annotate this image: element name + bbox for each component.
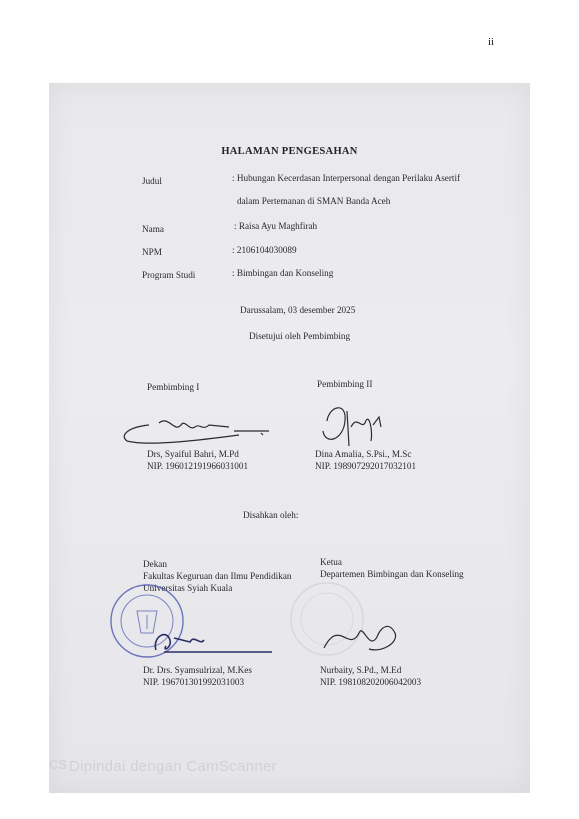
camscanner-watermark: Dipindai dengan CamScanner (69, 758, 277, 775)
nama-value: : Raisa Ayu Maghfirah (234, 221, 318, 231)
scanned-approval-page (49, 83, 530, 793)
page-title: HALAMAN PENGESAHAN (221, 146, 358, 157)
dean-name: Dr. Drs. Syamsulrizal, M.Kes (143, 665, 252, 675)
head-nip: NIP. 198108202006042003 (320, 677, 422, 687)
judul-value-line1: : Hubungan Kecerdasan Interpersonal dengan Perilaku Asertif (232, 173, 461, 183)
head-title: Ketua (320, 557, 342, 567)
supervisor1-nip: NIP. 196012191966031001 (147, 461, 249, 471)
dean-nip: NIP. 196701301992031003 (143, 677, 245, 687)
program-studi-value: : Bimbingan dan Konseling (232, 268, 334, 278)
dean-signature (144, 618, 274, 658)
dean-faculty: Fakultas Keguruan dan Ilmu Pendidikan (143, 571, 292, 581)
supervisor1-name: Drs, Syaiful Bahri, M.Pd (147, 449, 239, 459)
page-number: ii (488, 36, 495, 48)
head-department: Departemen Bimbingan dan Konseling (320, 569, 464, 579)
dean-title: Dekan (143, 559, 167, 569)
supervisor2-signature (317, 401, 387, 451)
supervisor1-role: Pembimbing I (147, 382, 200, 392)
supervisor2-role: Pembimbing II (317, 379, 373, 389)
camscanner-logo: CS (49, 757, 68, 772)
judul-label: Judul (142, 176, 162, 186)
npm-value: : 2106104030089 (232, 245, 297, 255)
npm-label: NPM (142, 247, 162, 257)
supervisor2-name: Dina Amalia, S.Psi., M.Sc (315, 449, 412, 459)
approved-by-heading: Disetujui oleh Pembimbing (249, 331, 351, 341)
supervisor2-nip: NIP. 198907292017032101 (315, 461, 417, 471)
place-date: Darussalam, 03 desember 2025 (240, 305, 356, 315)
judul-value-line2: dalam Pertemanan di SMAN Banda Aceh (237, 196, 391, 206)
ratified-by-heading: Disahkan oleh: (243, 510, 299, 520)
supervisor1-signature (119, 413, 269, 448)
head-name: Nurbaity, S.Pd., M.Ed (320, 665, 402, 675)
nama-label: Nama (142, 224, 164, 234)
program-studi-label: Program Studi (142, 270, 196, 280)
dean-university: Universitas Syiah Kuala (143, 583, 233, 593)
head-signature (319, 613, 409, 658)
